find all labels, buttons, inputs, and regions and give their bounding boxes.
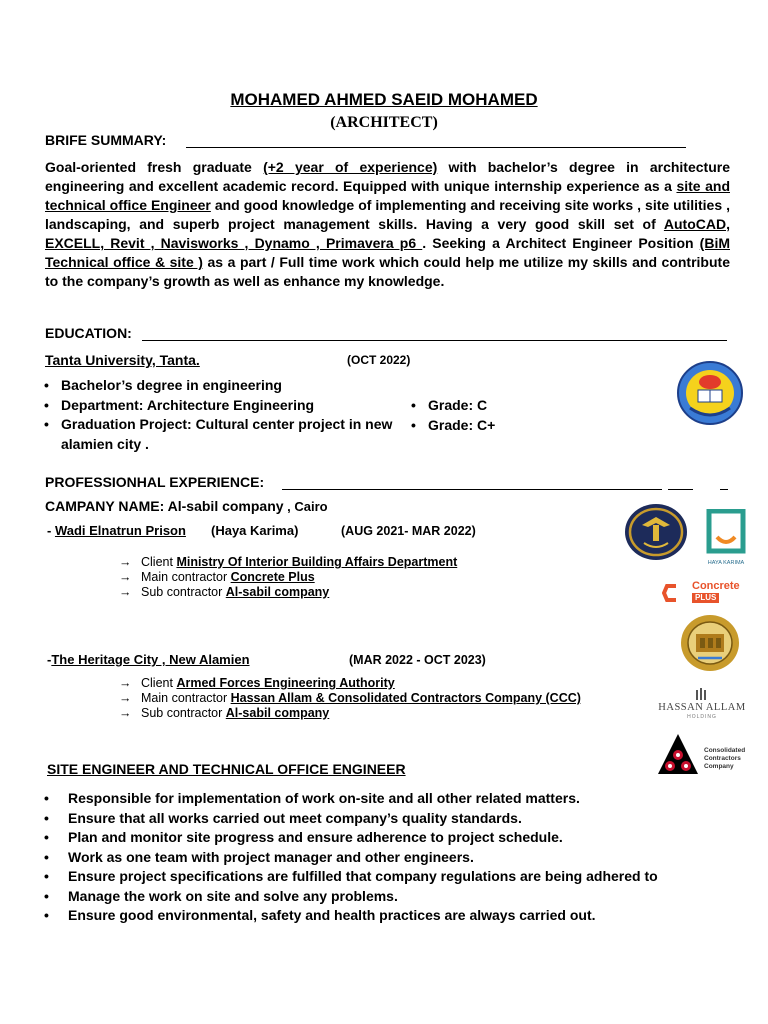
concrete-plus-icon [662, 583, 682, 603]
summary-paragraph [45, 158, 730, 291]
education-list [44, 376, 394, 454]
project-1-client: Ministry Of Interior Building Affairs Department [176, 555, 458, 569]
arrow-icon: → [119, 706, 132, 720]
list-item: • Work as one team with project manager and other engineers. [44, 848, 744, 868]
list-item: • Ensure that all works carried out meet company’s quality standards. [44, 809, 744, 829]
experience-rule [282, 489, 662, 490]
experience-rule-2 [668, 489, 693, 490]
education-heading: EDUCATION: [45, 325, 132, 341]
tanta-university-logo [676, 360, 744, 426]
project-1-sub: (Haya Karima) [211, 523, 299, 538]
ccc-logo [657, 733, 749, 775]
ccc-text [704, 747, 745, 771]
summary-text-1: Goal-oriented fresh graduate [45, 159, 264, 175]
armed-forces-logo [680, 614, 740, 672]
ccc-text-3: Company [704, 763, 734, 770]
list-item: • Responsible for implementation of work on-site and all other related matters. [44, 789, 744, 809]
ministry-interior-logo [624, 503, 688, 561]
concrete-plus-logo [662, 579, 748, 605]
haya-karima-text: HAYA KARIMA [707, 560, 745, 566]
project-1-main-contractor: Concrete Plus [230, 570, 315, 584]
list-item: • Manage the work on site and solve any problems. [44, 887, 744, 907]
company-name: Al-sabil company [167, 498, 284, 514]
list-item: • Department: Architecture Engineering [44, 396, 394, 416]
haya-karima-icon [706, 509, 746, 555]
university-name: Tanta University, Tanta. [45, 352, 200, 368]
project-2-client-row [119, 676, 395, 692]
arrow-icon: → [119, 570, 132, 584]
hassan-allam-logo [658, 688, 746, 722]
list-item: • Plan and monitor site progress and ensure adherence to project schedule. [44, 828, 744, 848]
dash: - [47, 652, 52, 667]
grades-list [411, 396, 561, 435]
project-1-date: (AUG 2021- MAR 2022) [341, 524, 476, 538]
list-item: • Bachelor’s degree in engineering [44, 376, 394, 396]
haya-karima-logo [706, 509, 746, 571]
list-item: • Ensure good environmental, safety and health practices are always carried out. [44, 906, 744, 926]
summary-text-4: . Seeking a Architect Engineer Position [422, 235, 700, 251]
arrow-icon: → [119, 691, 132, 705]
project-1-title: Wadi Elnatrun Prison [54, 523, 186, 538]
hassan-allam-text: HASSAN ALLAM [658, 702, 746, 713]
project-2-line [47, 652, 250, 667]
dash: - [47, 523, 55, 538]
hassan-allam-subtext: HOLDING [687, 714, 717, 720]
label: Main contractor [141, 691, 231, 705]
arrow-icon: → [119, 676, 132, 690]
label: Sub contractor [141, 706, 226, 720]
hassan-allam-icon [695, 688, 707, 700]
candidate-name: MOHAMED AHMED SAEID MOHAMED [230, 90, 538, 109]
ccc-icon [657, 733, 699, 775]
summary-position: site and technical office Engineer [45, 178, 730, 213]
project-2-sub-contractor: Al-sabil company [225, 706, 330, 720]
candidate-role: (ARCHITECT) [330, 114, 438, 131]
summary-experience: (+2 year of experience) [263, 159, 438, 175]
summary-skills: AutoCAD, EXCELL, Revit , Navisworks , Dynamo , Primavera p6 [45, 216, 730, 251]
experience-rule-3 [720, 489, 728, 490]
list-item: • Grade: C [411, 396, 561, 416]
company-label: CAMPANY NAME: [45, 498, 168, 514]
ccc-text-2: Contractors [704, 755, 741, 762]
summary-target: (BiM Technical office & site ) [45, 235, 730, 270]
summary-text-3: and good knowledge of implementing and receiving site works , site utilities , landscaping, and superb project management skills. Having a very good skill set of [45, 197, 730, 232]
project-1-client-row [119, 555, 457, 571]
project-2-main-row [119, 691, 581, 707]
company-line [45, 498, 328, 514]
summary-text-2: with bachelor’s degree in architecture engineering and excellent academic record. Equipped with unique internship experience as a [45, 159, 730, 194]
education-rule [142, 340, 727, 341]
list-item: • Grade: C+ [411, 416, 561, 436]
arrow-icon: → [119, 585, 132, 599]
label: Main contractor [141, 570, 231, 584]
list-item: • Graduation Project: Cultural center project in new alamien city . [44, 415, 394, 454]
experience-heading: PROFESSIONHAL EXPERIENCE: [45, 474, 265, 490]
project-2-main-contractor: Hassan Allam & Consolidated Contractors Company (CCC) [230, 691, 581, 705]
arrow-icon: → [119, 555, 132, 569]
project-1-sub-contractor: Al-sabil company [225, 585, 330, 599]
ccc-text-1: Consolidated [704, 747, 746, 754]
project-1-main-row [119, 570, 315, 586]
site-duties-list [44, 789, 744, 926]
list-item: • Ensure project specifications are fulfilled that company regulations are being adhered to [44, 867, 744, 887]
site-heading: SITE ENGINEER AND TECHNICAL OFFICE ENGINEER [47, 761, 406, 777]
project-2-date: (MAR 2022 - OCT 2023) [349, 653, 486, 667]
label: Sub contractor [141, 585, 226, 599]
concrete-plus-text-1: Concrete [692, 580, 740, 592]
company-city: , Cairo [283, 499, 328, 514]
summary-rule [186, 147, 686, 148]
project-2-sub-row [119, 706, 329, 722]
label: Client [141, 555, 177, 569]
summary-heading: BRIFE SUMMARY: [45, 132, 167, 148]
graduation-date: (OCT 2022) [347, 353, 411, 367]
label: Client [141, 676, 177, 690]
summary-text-5: as a part / Full time work which could help me utilize my skills and contribute to the company’s growth as well as enhance my knowledge. [45, 254, 730, 289]
project-2-title: The Heritage City , New Alamien [51, 652, 250, 667]
project-1-sub-row [119, 585, 329, 601]
project-1-line [47, 523, 186, 538]
project-2-client: Armed Forces Engineering Authority [176, 676, 395, 690]
concrete-plus-text-2: PLUS [692, 593, 719, 603]
